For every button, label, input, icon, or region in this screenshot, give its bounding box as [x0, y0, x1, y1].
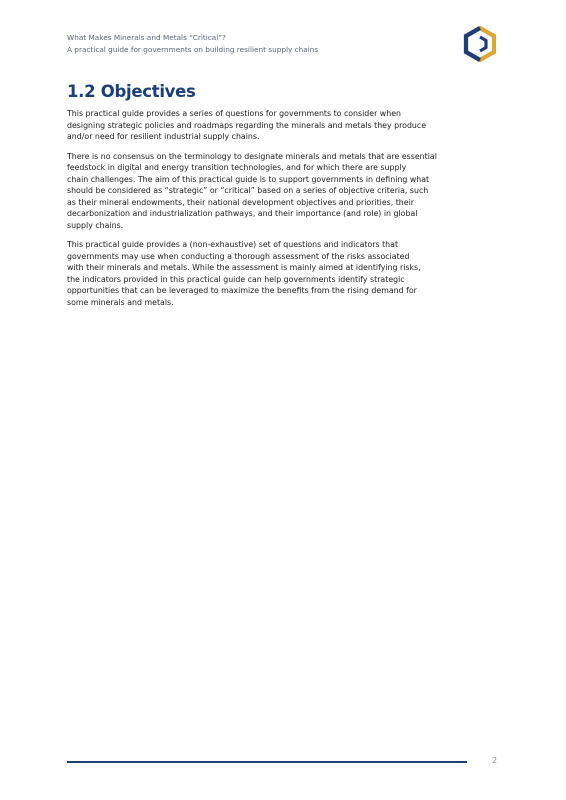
section-title: 1.2 Objectives	[67, 82, 196, 101]
text-line: chain challenges. The aim of this practical guide is to support governments in defining what	[67, 174, 430, 184]
body-text	[67, 108, 497, 316]
text-line: with their minerals and metals. While the assessment is mainly aimed at identifying risks,	[67, 263, 421, 272]
text-line: as their mineral endowments, their national development objectives and priorities, their	[67, 197, 415, 207]
text-line: opportunities that can be leveraged to maximize the benefits from the rising demand for	[67, 286, 417, 295]
logo-navy-bracket	[466, 28, 480, 60]
text-line: and/or need for resilient industrial supply chains.	[67, 132, 260, 141]
hexagon-bracket-logo	[462, 26, 498, 62]
text-line: This practical guide provides a series of questions for governments to consider when	[67, 109, 401, 118]
text-line: some minerals and metals.	[67, 297, 174, 307]
header-title: What Makes Minerals and Metals “Critical”?	[67, 33, 226, 42]
text-line: should be considered as “strategic” or “critical” based on a series of objective criteria, such	[67, 186, 429, 195]
text-line: decarbonization and industrialization pathways, and their importance (and role) in global	[67, 209, 418, 218]
text-line: feedstock in digital and energy transition technologies, and for which there are supply	[67, 163, 407, 172]
text-line: supply chains.	[67, 220, 124, 230]
text-line: designing strategic policies and roadmaps regarding the minerals and metals they produce	[67, 120, 427, 130]
footer-rule	[67, 761, 467, 763]
text-line: governments may use when conducting a thorough assessment of the risks associated	[67, 251, 410, 261]
text-line: This practical guide provides a (non-exhaustive) set of questions and indicators that	[67, 240, 399, 249]
header-subtitle: A practical guide for governments on building resilient supply chains	[67, 45, 319, 54]
logo-inner-mark	[480, 37, 486, 51]
paragraph-2	[67, 151, 497, 232]
paragraph-1	[67, 108, 497, 143]
text-line: the indicators provided in this practical guide can help governments identify strategic	[67, 274, 405, 284]
paragraph-3	[67, 239, 497, 308]
page-number: 2	[492, 756, 498, 765]
text-line: There is no consensus on the terminology to designate minerals and metals that are essential	[67, 151, 437, 161]
running-header	[67, 32, 457, 56]
